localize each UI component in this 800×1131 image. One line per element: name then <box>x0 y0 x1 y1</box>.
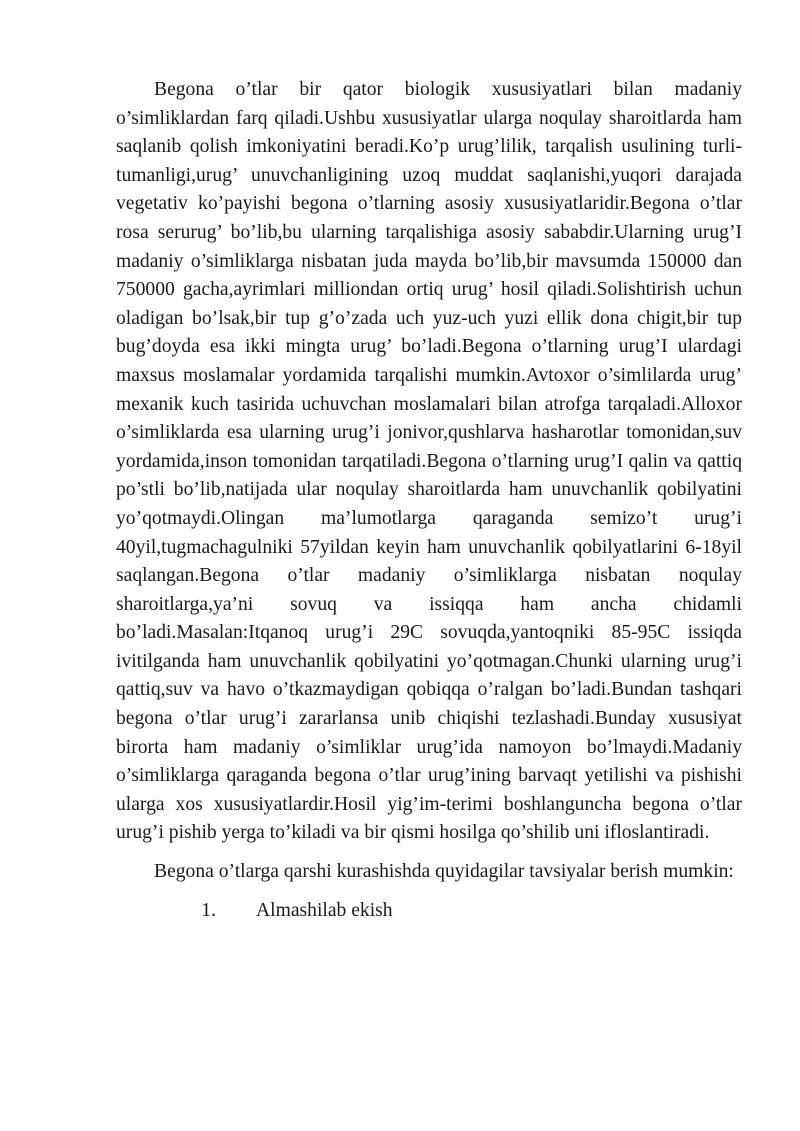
recommendation-list <box>116 897 742 926</box>
list-item <box>116 897 742 926</box>
document-body <box>116 76 742 925</box>
body-paragraph: Begona o’tlarga qarshi kurashishda quyidagilar tavsiyalar berish mumkin: <box>154 861 734 883</box>
body-paragraph: Begona o’tlar bir qator biologik xususiyatlari bilan madaniy o’simliklardan farq qiladi.Ushbu xususiyatlar ularga noqulay sharoitlarda ham saqlanib qolish imkoniyatini beradi.Ko’p urug’lilik, tarqalish usulining turli-tumanligi,urug’ unuvchanligining uzoq muddat saqlanishi,yuqori darajada vegetativ ko’payishi begona o’tlarning asosiy xususiyatlaridir.Begona o’tlar rosa serurug’ bo’lib,bu ularning tarqalishiga asosiy sababdir.Ularning urug’I madaniy o’simliklarga nisbatan juda mayda bo’lib,bir mavsumda 150000 dan 750000 gacha,ayrimlari milliondan ortiq urug’ hosil qiladi.Solishtirish uchun oladigan bo’lsak,bir tup g’o’zada uch yuz-uch yuzi ellik dona chigit,bir tup bug’doyda esa ikki mingta urug’ bo’ladi.Begona o’tlarning urug’I ulardagi maxsus moslamalar yordamida tarqalishi mumkin.Avtoxor o’simlilarda urug’ mexanik kuch tasirida uchuvchan moslamalari bilan atrofga tarqaladi.Alloxor o’simliklarda esa ularning urug’i jonivor,qushlarva hasharotlar tomonidan,suv yordamida,inson tomonidan tarqatiladi.Begona o’tlarning urug’I qalin va qattiq po’stli bo’lib,natijada ular noqulay sharoitlarda ham unuvchanlik qobilyatini yo’qotmaydi.Olingan ma’lumotlarga qaraganda semizo’t urug’i 40yil,tugmachagulniki 57yildan keyin ham unuvchanlik qobilyatlarini 6-18yil saqlangan.Begona o’tlar madaniy o’simliklarga nisbatan noqulay sharoitlarga,ya’ni sovuq va issiqqa ham ancha chidamli bo’ladi.Masalan:Itqanoq urug’i 29C sovuqda,yantoqniki 85-95C issiqda ivitilganda ham unuvchanlik qobilyatini yo’qotmagan.Chunki ularning urug’i qattiq,suv va havo o’tkazmaydigan qobiqqa o’ralgan bo’ladi.Bundan tashqari begona o’tlar urug’i zararlansa unib chiqishi tezlashadi.Bunday xususiyat birorta ham madaniy o’simliklar urug’ida namoyon bo’lmaydi.Madaniy o’simliklarga qaraganda begona o’tlar urug’ining barvaqt yetilishi va pishishi ularga xos xususiyatlardir.Hosil yig’im-terimi boshlanguncha begona o’tlar urug’i pishib yerga to’kiladi va bir qismi hosilga qo’shilib uni ifloslantiradi. <box>116 79 742 844</box>
list-item-number: 1. <box>201 899 216 921</box>
list-item-label: Almashilab ekish <box>256 899 393 921</box>
